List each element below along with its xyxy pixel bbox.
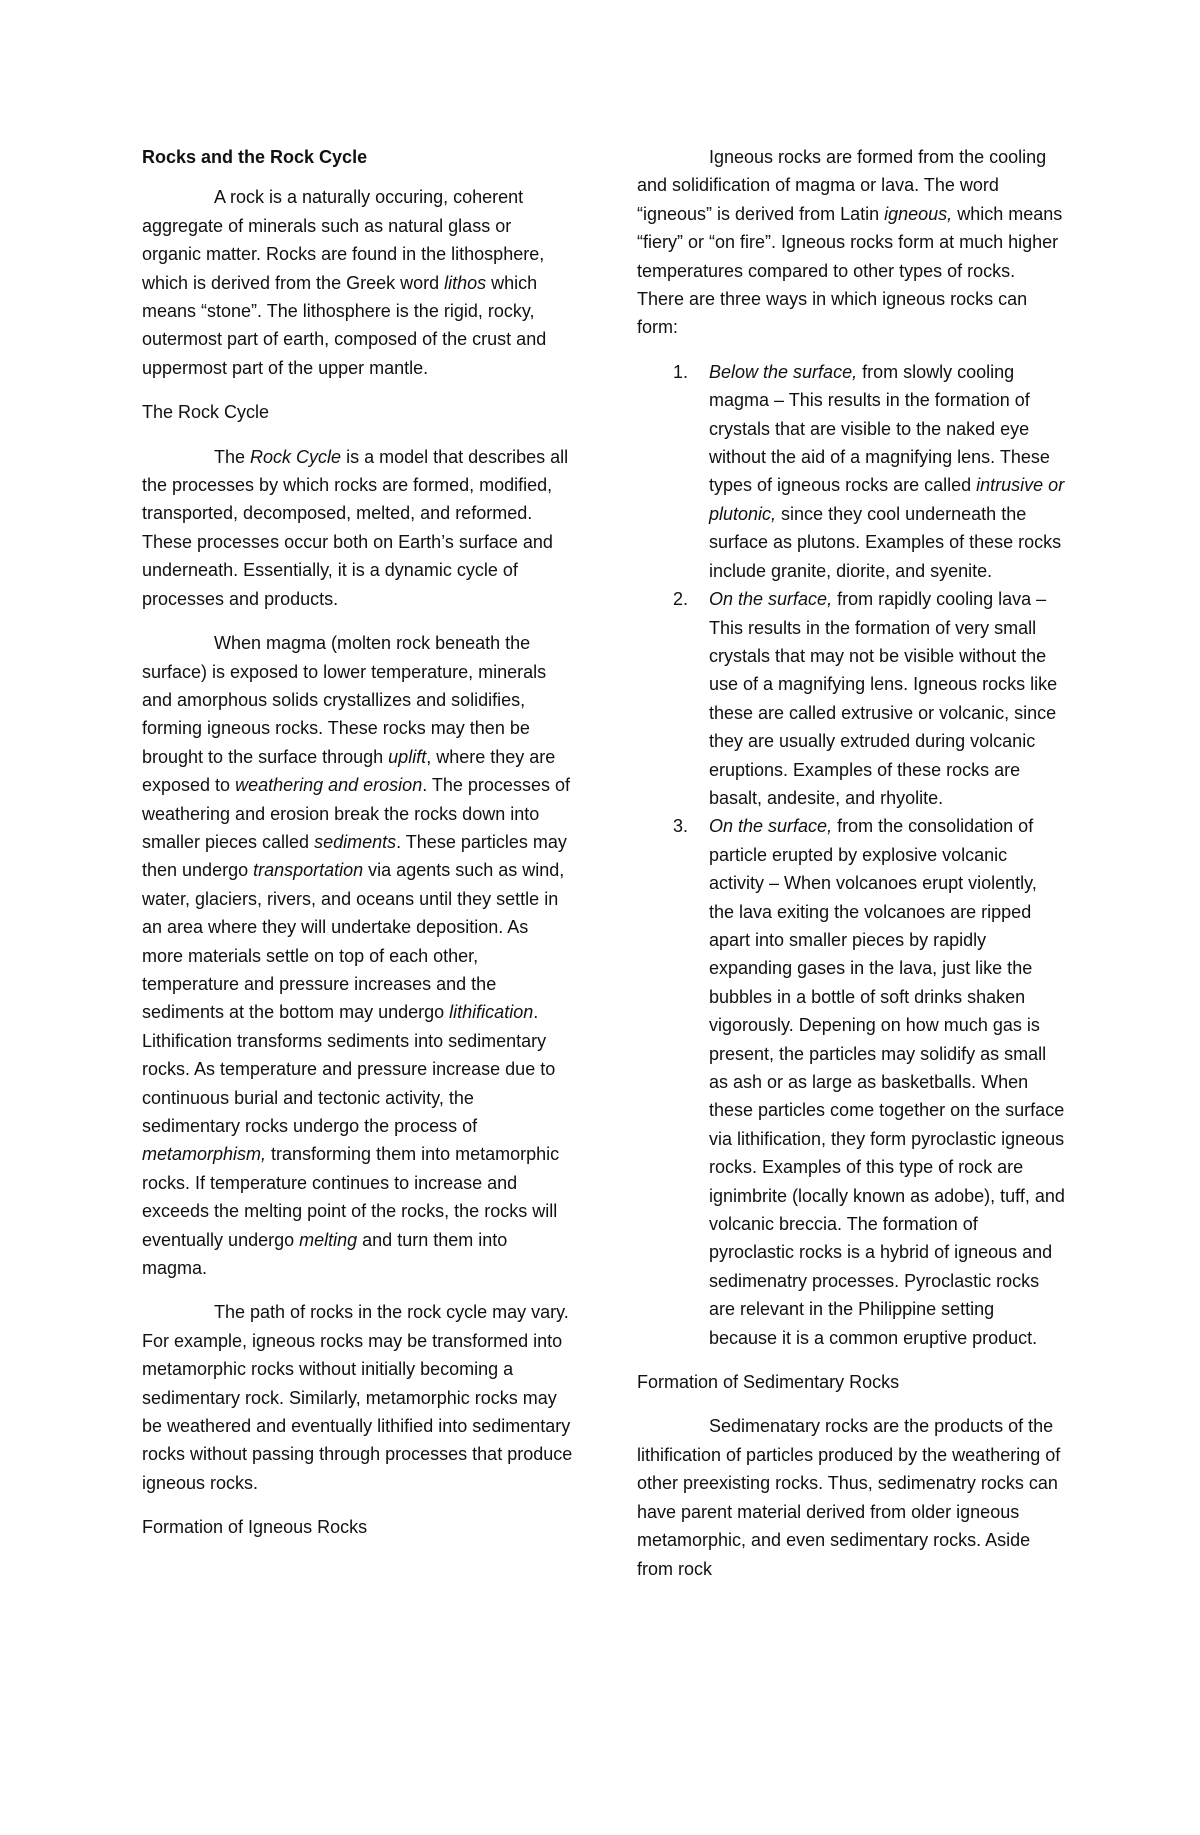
- text-run: When magma (molten rock beneath the surface) is exposed to lower temperature, minerals and amorphous solids crystallizes and solidifies, forming igneous rocks. These rocks may then be brought to the surface through: [142, 633, 547, 767]
- paragraph: [142, 1298, 574, 1497]
- text-run: since they cool underneath the surface as plutons. Examples of these rocks include granite, diorite, and syenite.: [709, 503, 1062, 581]
- left-column: [142, 143, 574, 1558]
- text-run: Igneous rocks are formed from the cooling and solidification of magma or lava. The word “igneous” is derived from Latin: [637, 147, 1047, 224]
- italic-text: transportation: [253, 860, 364, 881]
- right-column: [637, 143, 1065, 1583]
- text-run: from slowly cooling magma – This results in the formation of crystals that are visible to the naked eye without the aid of a magnifying lens. These types of igneous rocks are called: [709, 361, 1050, 496]
- text-run: The: [214, 446, 251, 467]
- italic-text: Rock Cycle: [250, 446, 342, 467]
- list-number: 1.: [673, 361, 689, 382]
- italic-text: On the surface,: [709, 816, 833, 837]
- text-run: Sedimenatary rocks are the products of the lithification of particles produced by the weathering of other preexisting rocks. Thus, sedimenatry rocks can have parent material derived from older igneous metamorphic, and even sedimentary rocks. Aside from rock: [637, 1416, 1061, 1579]
- text-run: transforming them into metamorphic rocks. If temperature continues to increase and exceeds the melting point of the rocks, the rocks will eventually undergo: [142, 1144, 560, 1250]
- paragraph: [637, 1412, 1065, 1582]
- paragraph: [142, 629, 574, 1282]
- document-title: Rocks and the Rock Cycle: [142, 147, 368, 167]
- section-heading: Formation of Igneous Rocks: [142, 1517, 368, 1538]
- italic-text: weathering and erosion: [235, 775, 423, 796]
- list-item: [637, 358, 1065, 585]
- paragraph: [142, 443, 574, 613]
- paragraph: [142, 183, 574, 382]
- text-run: via agents such as wind, water, glaciers, rivers, and oceans until they settle in an area where they will undertake deposition. As more materials settle on top of each other, temperature and pressure increases and the sediments at the bottom may undergo: [142, 860, 565, 1023]
- italic-text: igneous,: [884, 203, 953, 224]
- list-number: 2.: [673, 589, 689, 610]
- italic-text: metamorphism,: [142, 1144, 267, 1165]
- text-run: A rock is a naturally occuring, coherent aggregate of minerals such as natural glass or organic matter. Rocks are found in the lithosphere, which is derived from the Greek word: [142, 187, 545, 293]
- text-run: . The processes of weathering and erosion break the rocks down into smaller pieces called: [142, 775, 570, 852]
- italic-text: sediments: [314, 831, 397, 852]
- text-run: , where they are exposed to: [142, 746, 556, 796]
- italic-text: intrusive or plutonic,: [709, 475, 1065, 524]
- text-run: and turn them into magma.: [142, 1229, 508, 1279]
- italic-text: uplift: [388, 746, 427, 767]
- text-run: is a model that describes all the processes by which rocks are formed, modified, transported, decomposed, melted, and reformed. These processes occur both on Earth’s surface and underneath. Essentially, it is a dynamic cycle of processes and products.: [142, 446, 569, 609]
- numbered-list: [637, 358, 1065, 1352]
- text-run: which means “fiery” or “on fire”. Igneous rocks form at much higher temperatures compared to other types of rocks. There are three ways in which igneous rocks can form:: [637, 203, 1063, 338]
- list-number: 3.: [673, 816, 689, 837]
- list-item: [637, 585, 1065, 812]
- italic-text: lithification: [449, 1002, 534, 1023]
- text-run: . These particles may then undergo: [142, 831, 567, 881]
- section-heading: Formation of Sedimentary Rocks: [637, 1372, 900, 1393]
- text-run: which means “stone”. The lithosphere is the rigid, rocky, outermost part of earth, composed of the crust and uppermost part of the upper mantle.: [142, 272, 547, 378]
- italic-text: On the surface,: [709, 589, 833, 610]
- paragraph: [637, 143, 1065, 342]
- text-run: from the consolidation of particle erupted by explosive volcanic activity – When volcanoes erupt violently, the lava exiting the volcanoes are ripped apart into smaller pieces by rapidly expanding gases in the lava, just like the bubbles in a bottle of soft drinks shaken vigorously. Depening on how much gas is present, the particles may solidify as small as ash or as large as basketballs. When these particles come together on the surface via lithification, they form pyroclastic igneous rocks. Examples of this type of rock are ignimbrite (locally known as adobe), tuff, and volcanic breccia. The formation of pyroclastic rocks is a hybrid of igneous and sedimenatry processes. Pyroclastic rocks are relevant in the Philippine setting because it is a common eruptive product.: [709, 816, 1065, 1348]
- italic-text: lithos: [444, 272, 487, 293]
- section-heading: The Rock Cycle: [142, 402, 270, 423]
- text-run: from rapidly cooling lava – This results in the formation of very small crystals that may not be visible without the use of a magnifying lens. Igneous rocks like these are called extrusive or volcanic, since they are usually extruded during volcanic eruptions. Examples of these rocks are basalt, andesite, and rhyolite.: [709, 589, 1058, 808]
- text-run: . Lithification transforms sediments into sedimentary rocks. As temperature and pressure increase due to continuous burial and tectonic activity, the sedimentary rocks undergo the process of: [142, 1002, 556, 1136]
- italic-text: melting: [299, 1229, 358, 1250]
- list-item: [637, 812, 1065, 1352]
- italic-text: Below the surface,: [709, 361, 858, 382]
- text-run: The path of rocks in the rock cycle may vary. For example, igneous rocks may be transformed into metamorphic rocks without initially becoming a sedimentary rock. Similarly, metamorphic rocks may be weathered and eventually lithified into sedimentary rocks without passing through processes that produce igneous rocks.: [142, 1302, 573, 1493]
